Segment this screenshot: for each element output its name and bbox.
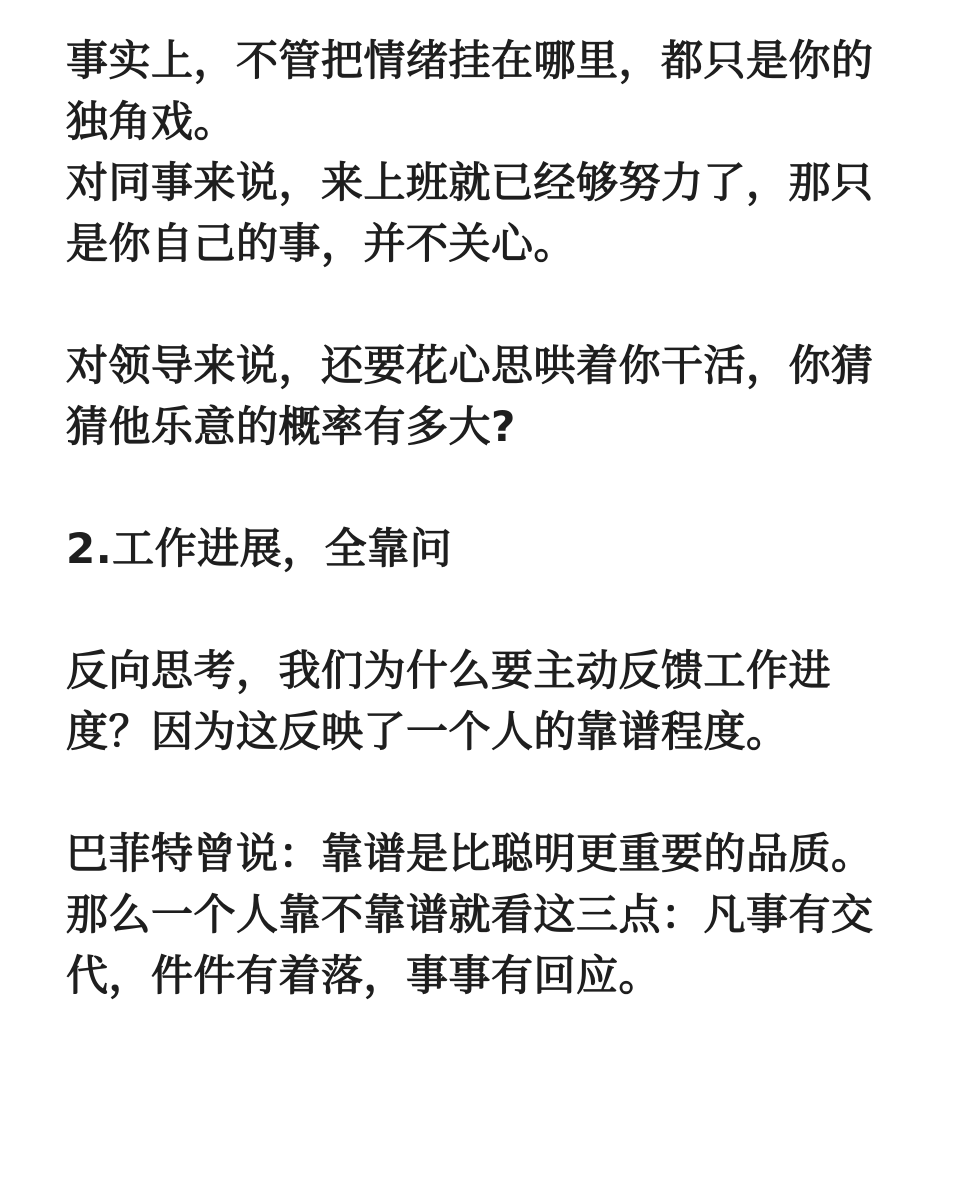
text-line: 对同事来说，来上班就已经够努力了，那只 — [66, 158, 874, 207]
paragraph-gap — [66, 762, 926, 823]
text-line: 独角戏。 — [66, 97, 237, 146]
text-line: 反向思考，我们为什么要主动反馈工作进 — [66, 646, 832, 695]
paragraph-gap — [66, 274, 926, 335]
paragraph-gap — [66, 457, 926, 518]
section-heading: 2.工作进展，全靠问 — [66, 524, 453, 573]
text-line: 猜他乐意的概率有多大? — [66, 402, 516, 451]
text-line: 是你自己的事，并不关心。 — [66, 219, 577, 268]
text-line: 巴菲特曾说：靠谱是比聪明更重要的品质。 — [66, 829, 874, 878]
text-line: 对领导来说，还要花心思哄着你干活，你猜 — [66, 341, 874, 390]
paragraph-gap — [66, 579, 926, 640]
text-line: 代，件件有着落，事事有回应。 — [66, 951, 662, 1000]
article-body — [66, 30, 926, 1006]
text-line: 事实上，不管把情绪挂在哪里，都只是你的 — [66, 36, 874, 85]
text-line: 那么一个人靠不靠谱就看这三点：凡事有交 — [66, 890, 874, 939]
text-line: 度？因为这反映了一个人的靠谱程度。 — [66, 707, 789, 756]
